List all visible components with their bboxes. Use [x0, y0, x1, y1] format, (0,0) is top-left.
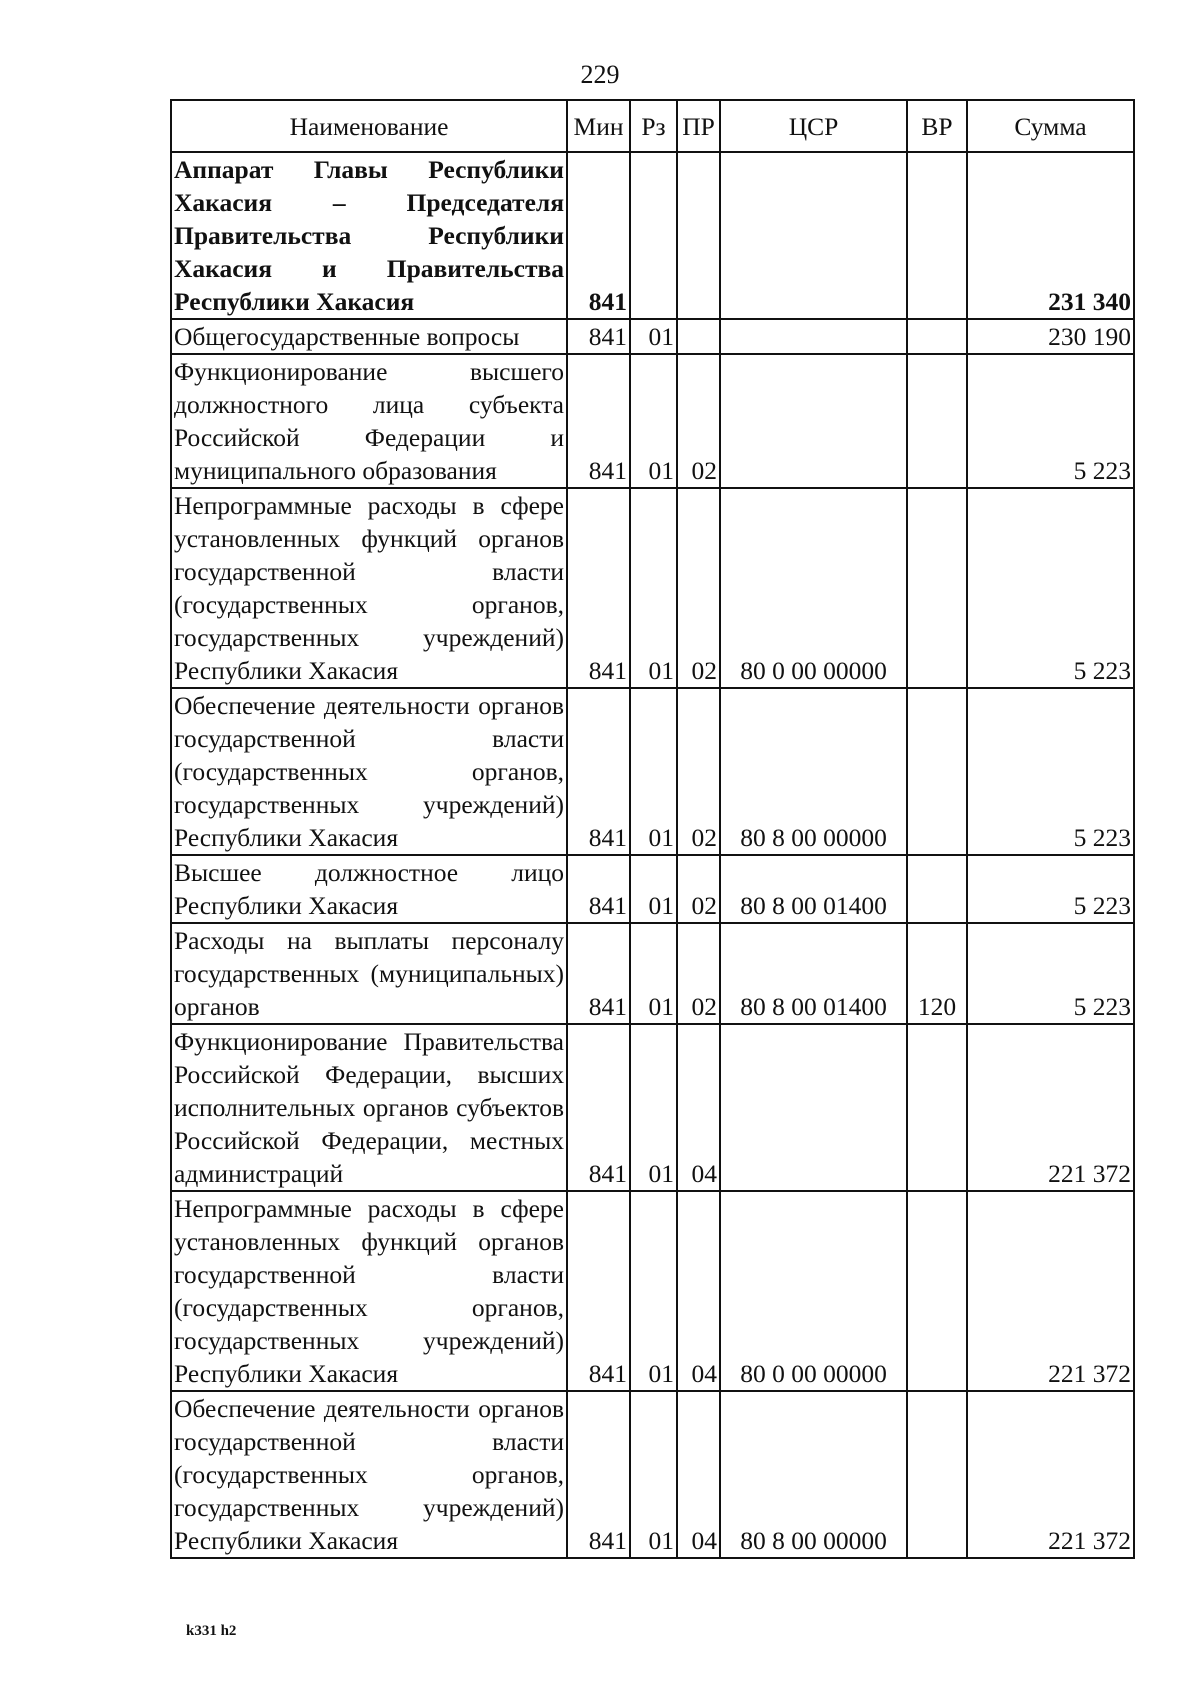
cell-vr	[907, 688, 967, 855]
table-row	[171, 319, 1134, 354]
cell-rz: 01	[630, 319, 677, 354]
cell-vr	[907, 152, 967, 319]
cell-csr	[720, 152, 907, 319]
table-row	[171, 1391, 1134, 1558]
cell-csr	[720, 1024, 907, 1191]
cell-name: Функционирование Правительства Российской Федерации, высших исполнительных органов субъектов Российской Федерации, местных администраций	[171, 1024, 567, 1191]
table-row	[171, 488, 1134, 688]
table-row	[171, 688, 1134, 855]
cell-pr	[677, 319, 720, 354]
cell-csr: 80 8 00 01400	[720, 923, 907, 1024]
cell-pr: 04	[677, 1191, 720, 1391]
cell-sum: 5 223	[967, 488, 1134, 688]
cell-min: 841	[567, 152, 630, 319]
cell-pr: 02	[677, 923, 720, 1024]
cell-name: Высшее должностное лицо Республики Хакасия	[171, 855, 567, 923]
cell-rz: 01	[630, 688, 677, 855]
cell-min: 841	[567, 688, 630, 855]
cell-rz: 01	[630, 923, 677, 1024]
table-header-row	[171, 100, 1134, 152]
cell-name: Аппарат Главы Республики Хакасия – Председателя Правительства Республики Хакасия и Правительства Республики Хакасия	[171, 152, 567, 319]
cell-min: 841	[567, 1391, 630, 1558]
cell-vr	[907, 1024, 967, 1191]
cell-sum: 5 223	[967, 923, 1134, 1024]
cell-csr: 80 8 00 01400	[720, 855, 907, 923]
cell-name: Расходы на выплаты персоналу государственных (муниципальных) органов	[171, 923, 567, 1024]
cell-name: Обеспечение деятельности органов государственной власти (государственных органов, государственных учреждений) Республики Хакасия	[171, 688, 567, 855]
cell-vr	[907, 855, 967, 923]
header-pr: ПР	[677, 100, 720, 152]
table-row	[171, 152, 1134, 319]
cell-csr	[720, 319, 907, 354]
cell-pr: 02	[677, 688, 720, 855]
cell-pr: 02	[677, 855, 720, 923]
cell-sum: 230 190	[967, 319, 1134, 354]
header-rz: Рз	[630, 100, 677, 152]
cell-min: 841	[567, 354, 630, 488]
cell-sum: 5 223	[967, 354, 1134, 488]
cell-pr: 02	[677, 488, 720, 688]
table-row	[171, 1191, 1134, 1391]
cell-name: Функционирование высшего должностного лица субъекта Российской Федерации и муниципального образования	[171, 354, 567, 488]
cell-min: 841	[567, 319, 630, 354]
budget-table	[170, 99, 1135, 1559]
cell-vr	[907, 354, 967, 488]
cell-min: 841	[567, 923, 630, 1024]
cell-vr	[907, 1191, 967, 1391]
cell-sum: 221 372	[967, 1391, 1134, 1558]
cell-pr: 02	[677, 354, 720, 488]
cell-csr: 80 0 00 00000	[720, 1191, 907, 1391]
cell-rz: 01	[630, 1191, 677, 1391]
cell-name: Обеспечение деятельности органов государственной власти (государственных органов, государственных учреждений) Республики Хакасия	[171, 1391, 567, 1558]
cell-rz: 01	[630, 354, 677, 488]
cell-rz	[630, 152, 677, 319]
header-name: Наименование	[171, 100, 567, 152]
cell-csr: 80 0 00 00000	[720, 488, 907, 688]
cell-csr: 80 8 00 00000	[720, 688, 907, 855]
cell-sum: 5 223	[967, 688, 1134, 855]
cell-sum: 221 372	[967, 1191, 1134, 1391]
cell-rz: 01	[630, 1024, 677, 1191]
cell-vr: 120	[907, 923, 967, 1024]
table-row	[171, 1024, 1134, 1191]
cell-min: 841	[567, 488, 630, 688]
cell-csr: 80 8 00 00000	[720, 1391, 907, 1558]
cell-name: Общегосударственные вопросы	[171, 319, 567, 354]
header-csr: ЦСР	[720, 100, 907, 152]
header-vr: ВР	[907, 100, 967, 152]
cell-csr	[720, 354, 907, 488]
cell-vr	[907, 1391, 967, 1558]
cell-rz: 01	[630, 488, 677, 688]
cell-sum: 221 372	[967, 1024, 1134, 1191]
cell-min: 841	[567, 1024, 630, 1191]
cell-vr	[907, 319, 967, 354]
cell-vr	[907, 488, 967, 688]
cell-min: 841	[567, 1191, 630, 1391]
cell-pr	[677, 152, 720, 319]
header-sum: Сумма	[967, 100, 1134, 152]
page-number: 229	[580, 60, 620, 89]
cell-sum: 5 223	[967, 855, 1134, 923]
cell-rz: 01	[630, 855, 677, 923]
cell-sum: 231 340	[967, 152, 1134, 319]
cell-pr: 04	[677, 1024, 720, 1191]
table-row	[171, 354, 1134, 488]
cell-name: Непрограммные расходы в сфере установленных функций органов государственной власти (государственных органов, государственных учреждений) Республики Хакасия	[171, 488, 567, 688]
table-row	[171, 923, 1134, 1024]
cell-pr: 04	[677, 1391, 720, 1558]
header-min: Мин	[567, 100, 630, 152]
footer-code: k331 h2	[186, 1623, 237, 1639]
cell-rz: 01	[630, 1391, 677, 1558]
table-row	[171, 855, 1134, 923]
cell-min: 841	[567, 855, 630, 923]
cell-name: Непрограммные расходы в сфере установленных функций органов государственной власти (государственных органов, государственных учреждений) Республики Хакасия	[171, 1191, 567, 1391]
